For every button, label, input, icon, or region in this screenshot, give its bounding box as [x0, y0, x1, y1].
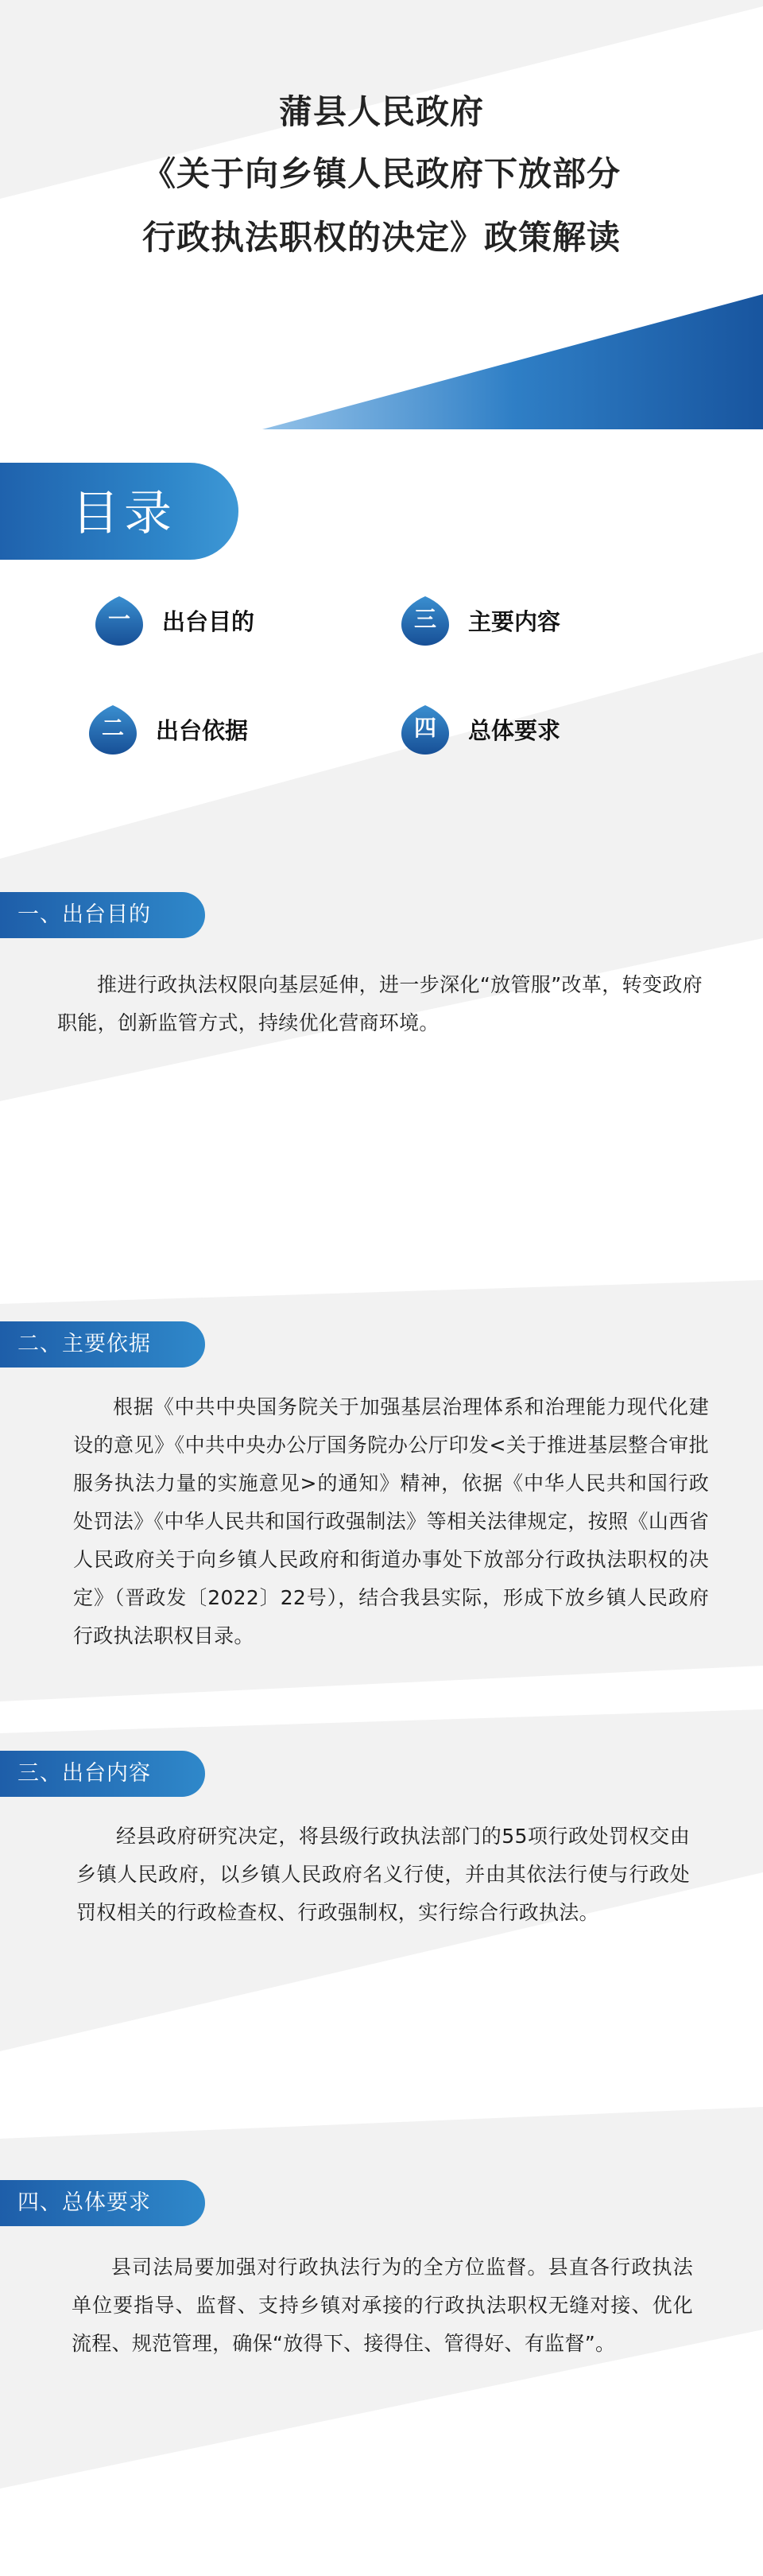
page-title-line-1: 蒲县人民政府	[278, 92, 484, 131]
toc-badge-number: 一	[107, 606, 130, 632]
toc-label: 主要内容	[468, 607, 561, 635]
toc-heading: 目录	[72, 486, 176, 541]
section-3-body: 经县政府研究决定，将县级行政执法部门的55项行政处罚权交由乡镇人民政府，以乡镇人民政府名义行使，并由其依法行使与行政处罚权相关的行政检查权、行政强制权，实行综合行政执法。	[76, 1825, 690, 1924]
section-4-header	[0, 2180, 205, 2226]
section-4-title: 四、总体要求	[17, 2190, 151, 2215]
toc-label: 出台目的	[162, 607, 255, 635]
section-3-title: 三、出台内容	[17, 1761, 151, 1786]
toc-item-purpose[interactable]	[94, 592, 254, 648]
toc-badge-number: 四	[413, 715, 436, 741]
toc-item-content[interactable]	[400, 592, 560, 648]
section-1-body: 推进行政执法权限向基层延伸，进一步深化“放管服”改革，转变政府职能，创新监管方式，持续优化营商环境。	[57, 973, 703, 1034]
toc-item-requirements[interactable]	[400, 701, 560, 757]
section-4-body: 县司法局要加强对行政执法行为的全方位监督。县直各行政执法单位要指导、监督、支持乡镇对承接的行政执法职权无缝对接、优化流程、规范管理，确保“放得下、接得住、管得好、有监督”。	[72, 2256, 693, 2355]
page-title-line-2: 《关于向乡镇人民政府下放部分	[141, 154, 621, 193]
section-1-header	[0, 892, 205, 938]
section-2-body: 根据《中共中央国务院关于加强基层治理体系和治理能力现代化建设的意见》《中共中央办公厅国务院办公厅印发<关于推进基层整合审批服务执法力量的实施意见>的通知》精神，依据《中华人民共和国行政处罚法》《中华人民共和国行政强制法》等相关法律规定，按照《山西省人民政府关于向乡镇人民政府和街道办事处下放部分行政执法职权的决定》（晋政发〔2022〕22号），结合我县实际，形成下放乡镇人民政府行政执法职权目录。	[73, 1395, 709, 1647]
toc-label: 总体要求	[468, 716, 561, 744]
section-1-title: 一、出台目的	[17, 902, 151, 927]
page-title-line-3: 行政执法职权的决定》政策解读	[141, 218, 621, 257]
toc-badge-number: 二	[101, 715, 124, 741]
toc-badge-icon	[94, 595, 145, 646]
section-3-header	[0, 1751, 205, 1797]
toc-badge-icon	[400, 595, 451, 646]
toc-badge-icon	[400, 704, 451, 755]
section-2-title: 二、主要依据	[17, 1332, 151, 1356]
toc-badge-icon	[87, 704, 138, 755]
toc-item-basis[interactable]	[87, 701, 248, 757]
toc-label: 出台依据	[156, 716, 249, 744]
toc-badge-number: 三	[413, 606, 436, 632]
toc-banner	[0, 463, 238, 560]
section-2-header	[0, 1321, 205, 1368]
